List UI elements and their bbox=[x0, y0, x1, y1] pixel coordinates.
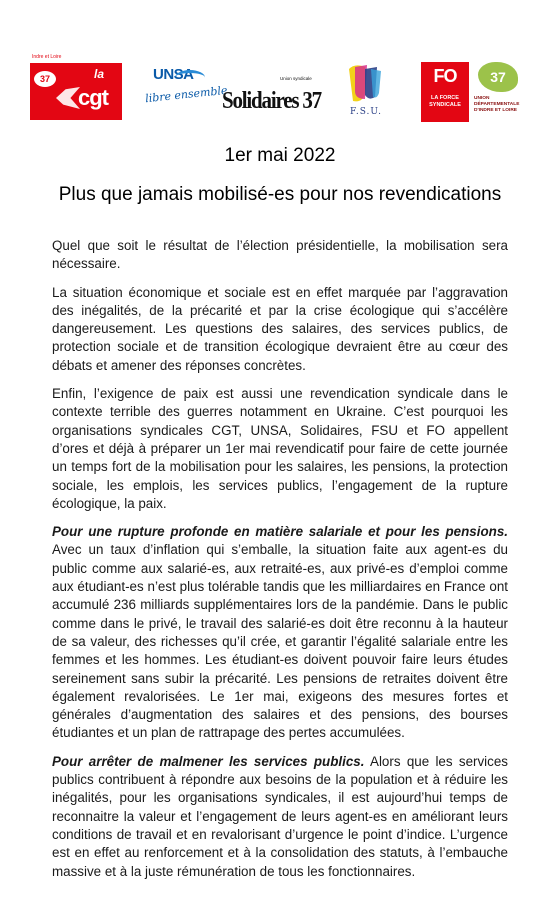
fo-tagline: LA FORCE SYNDICALE bbox=[429, 95, 461, 108]
paragraph-intro: Quel que soit le résultat de l’élection présidentielle, la mobilisation sera nécessaire. bbox=[52, 238, 508, 272]
unsa-swoosh-icon bbox=[175, 70, 205, 85]
fsu-logo bbox=[345, 63, 387, 125]
public-services-text: Alors que les services publics contribuent à répondre aux besoins de la population et à réduire les inégalités, pour les organisations syndicales, il est aujourd’hui temps de reconnaitre la valeur et l’engagement de leurs agent-es en améliorant leurs conditions de travail et en revalorisant d’urgence le point d’indice. L’urgence est en effet au renforcement et à la consolidation des statuts, à l’embauche massive et à la juste rémunération de tous les fonctionnaires. bbox=[52, 753, 508, 879]
fsu-wordmark: F.S.U. bbox=[349, 107, 383, 117]
cgt-la: la bbox=[94, 67, 105, 81]
document-date: 1er mai 2022 bbox=[224, 145, 336, 166]
fo-wordmark: FO bbox=[433, 66, 457, 86]
unsa-tagline: libre ensemble bbox=[144, 83, 229, 106]
paragraph-situation: La situation économique et sociale est en effet marquée par l’aggravation des inégalités, de la précarité et par la crise écologique qui s’accélère dangereusement. Les questions des salaires, des services publics, de protection sociale et de transition écologique devraient être au cœur des débats et amener des réponses concrètes. bbox=[52, 284, 508, 373]
fo-logo bbox=[421, 62, 469, 122]
paragraph-peace: Enfin, l’exigence de paix est aussi une revendication syndicale dans le contexte terrible des guerres notamment en Ukraine. C’est pourquoi les organisations syndicales CGT, UNSA, Solidaires, FSU et FO appellent d’ores et déjà à préparer un 1er mai revendicatif pour faire de cette journée un temps fort de la mobilisation pour les salaires, les pensions, la protection sociale, les emplois, les services publics, l’engagement de la rupture écologique, la paix. bbox=[52, 386, 508, 511]
cgt-wordmark: cgt bbox=[78, 85, 108, 110]
fo37-tagline: UNION DÉPARTEMENTALE D'INDRE ET LOIRE bbox=[474, 96, 520, 113]
fsu-mark-icon bbox=[347, 63, 383, 105]
document-title: Plus que jamais mobilisé-es pour nos revendications bbox=[58, 184, 502, 205]
cgt-dept-label: Indre et Loire bbox=[32, 54, 62, 60]
logo-banner bbox=[0, 0, 560, 130]
public-services-lead: Pour arrêter de malmener les services publics. bbox=[52, 753, 365, 769]
document-body bbox=[52, 237, 508, 891]
fo37-dept-number: 37 bbox=[478, 62, 518, 92]
salaries-text: Avec un taux d’inflation qui s’emballe, la situation faite aux agent-es du public comme aux salarié-es, aux retraité-es, aux privé-es d’emploi comme aux étudiant-es n’est plus tolérable tandis que les milliardaires en France ont accumulé 236 milliards supplémentaires lors de la pandémie. Dans le public comme dans le privé, le travail des salarié-es doit être reconnu à la hauteur de sa valeur, des richesses qu’il crée, et garantir l’égalité salariale entre les femmes et les hommes. Les étudiant-es doivent pouvoir faire leurs études sereinement sans subir la précarité. Les pensions de retraites doivent être également revalorisées. Le 1er mai, exigeons des mesures fortes et générales d’augmentation des salaires et des pensions, des bourses étudiantes et un plan de rattrapage des pertes accumulées. bbox=[52, 542, 508, 741]
unsa-logo bbox=[144, 66, 229, 116]
solidaires-small-text: Union syndicale bbox=[280, 76, 312, 81]
paragraph-public-services bbox=[52, 753, 508, 881]
cgt-dept-box bbox=[30, 63, 64, 120]
cgt-dept-number: 37 bbox=[34, 71, 56, 87]
paragraph-salaries bbox=[52, 523, 508, 743]
salaries-lead: Pour une rupture profonde en matière salariale et pour les pensions. bbox=[52, 524, 508, 540]
solidaires-logo bbox=[222, 76, 334, 116]
solidaires-wordmark: Solidaires 37 bbox=[222, 86, 321, 114]
unsa-wordmark: UNSA bbox=[153, 66, 194, 83]
cgt-logo bbox=[30, 54, 122, 120]
fo37-logo bbox=[474, 62, 526, 122]
